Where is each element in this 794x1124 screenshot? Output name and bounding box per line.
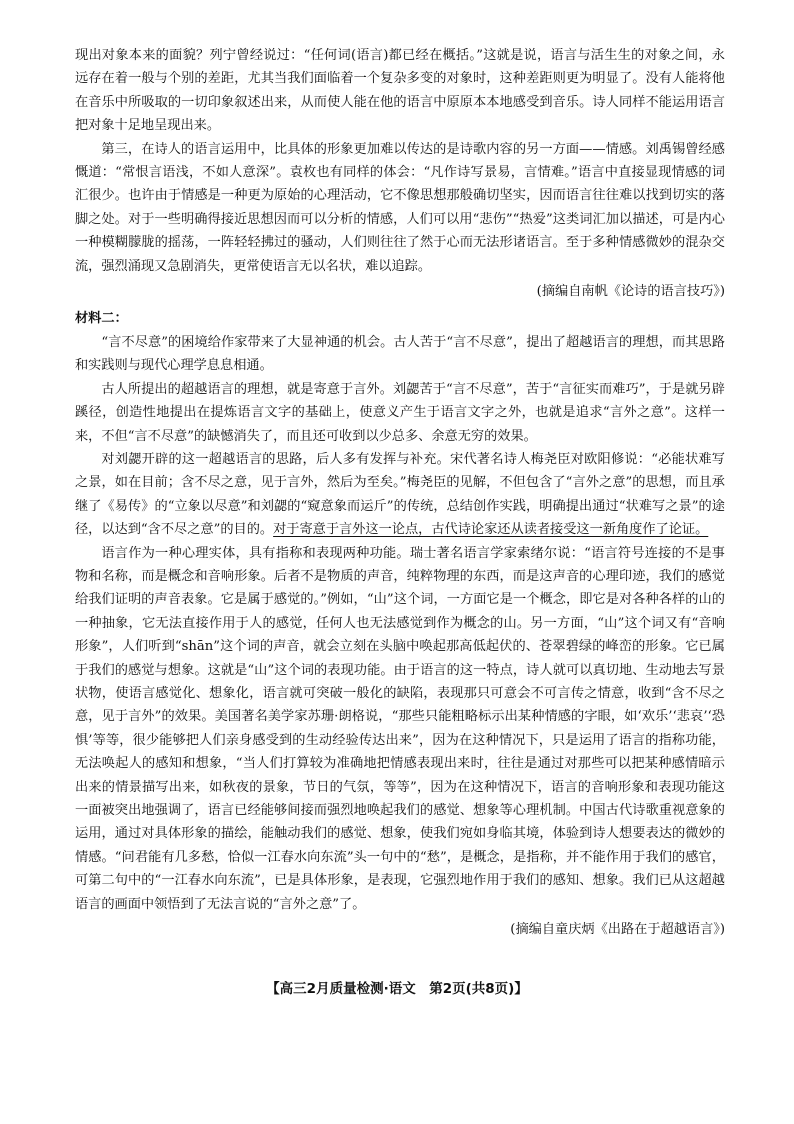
paragraph-mei-yaochen: [75, 448, 725, 542]
paragraph-continuation: 现出对象本来的面貌？列宁曾经说过：“任何词(语言)都已经在概括。”这就是说，语言与活生生的对象之间，永远存在着一般与个别的差距，尤其当我们面临着一个复杂多变的对象时，这种差距则更为明显了。没有人能将他在音乐中所吸取的一切印象叙述出来，从而使人能在他的语言中原原本本地感受到音乐。诗人同样不能运用语言把对象十足地呈现出来。: [75, 48, 725, 134]
underlined-sentence: 对于寄意于言外这一论点，古代诗论家还从读者接受这一新角度作了论证。: [273, 522, 709, 538]
paragraph-liu-xie: 古人所提出的超越语言的理想，就是寄意于言外。刘勰苦于“言不尽意”，苦于“言征实而难巧”，于是就另辟蹊径，创造性地提出在提炼语言文字的基础上，使意义产生于语言文字之外，也就是追求“言外之意”。这样一来，不但“言不尽意”的缺憾消失了，而且还可收到以少总多、余意无穷的效果。: [75, 381, 725, 444]
page-footer: 【高三2月质量检测·语文 第2页(共8页)】: [266, 981, 528, 997]
source-citation-material-two: (摘编自童庆炳《出路在于超越语言》): [510, 922, 725, 938]
paragraph-mei-yaochen-text: 对刘勰开辟的这一超越语言的思路，后人多有发挥与补充。宋代著名诗人梅尧臣对欧阳修说：“必能状难写之景，如在目前；含不尽之意，见于言外，然后为至矣。”梅尧臣的见解，不但包含了“言外之意”的思想，而且承继了《易传》的“立象以尽意”和刘勰的“窥意象而运斤”的传统，总结创作实践，明确提出通过“状难写之景”的途径，以达到“含不尽之意”的目的。: [75, 451, 725, 538]
source-citation-material-one: (摘编自南帆《论诗的语言技巧》): [536, 284, 725, 300]
paragraph-language-functions: 语言作为一种心理实体，具有指称和表现两种功能。瑞士著名语言学家索绪尔说：“语言符号连接的不是事物和名称，而是概念和音响形象。后者不是物质的声音，纯粹物理的东西，而是这声音的心理印迹，我们的感觉给我们证明的声音表象。它是属于感觉的。”例如，“山”这个词，一方面它是一个概念，即它是对各种各样的山的一种抽象，它无法直接作用于人的感觉，任何人也无法感觉到作为概念的山。另一方面，“山”这个词又有“音响形象”，人们听到“shān”这个词的声音，就会立刻在头脑中唤起那高低起伏的、苍翠碧绿的峰峦的形象。它已属于我们的感觉与想象。这就是“山”这个词的表现功能。由于语言的这一特点，诗人就可以真切地、生动地去写景状物，使语言感觉化、想象化，语言就可突破一般化的缺陷，表现那只可意会不可言传之情意，收到“含不尽之意，见于言外”的效果。美国著名美学家苏珊·朗格说，“那些只能粗略标示出某种情感的字眼，如‘欢乐’‘悲哀’‘恐惧’等等，很少能够把人们亲身感受到的生动经验传达出来”，因为在这种情况下，只是运用了语言的指称功能，无法唤起人的感知和想象，“当人们打算较为准确地把情感表现出来时，往往是通过对那些可以把某种感情暗示出来的情景描写出来，如秋夜的景象，节日的气氛，等等”，因为在这种情况下，语言的音响形象和表现功能这一面被突出地强调了，语言已经能够间接而强烈地唤起我们的感觉、想象等心理机制。中国古代诗歌重视意象的运用，通过对具体形象的描绘，能触动我们的感觉、想象，使我们宛如身临其境，体验到诗人想要表达的微妙的情感。“问君能有几多愁，恰似一江春水向东流”头一句中的“愁”，是概念，是指称，并不能作用于我们的感官，可第二句中的“一江春水向东流”，已是具体形象，是表现，它强烈地作用于我们的感知、想象。我们已从这超越语言的画面中领悟到了无法言说的“言外之意”了。: [75, 545, 725, 912]
material-two-heading: 材料二：: [75, 311, 128, 327]
paragraph-beyond-language-intro: “言不尽意”的困境给作家带来了大显神通的机会。古人苦于“言不尽意”，提出了超越语言的理想，而其思路和实践则与现代心理学息息相通。: [75, 334, 725, 374]
document-body: [75, 44, 725, 945]
paragraph-third-point-emotion: 第三，在诗人的语言运用中，比具体的形象更加难以传达的是诗歌内容的另一方面——情感。刘禹锡曾经感慨道：“常恨言语浅，不如人意深”。袁枚也有同样的体会：“凡作诗写景易，言情难。”语言中直接显现情感的词汇很少。也许由于情感是一种更为原始的心理活动，它不像思想那般确切坚实，因而语言往往难以找到切实的落脚之处。对于一些明确得接近思想因而可以分析的情感，人们可以用“悲伤”“热爱”这类词汇加以描述，可是内心一种模糊朦胧的摇荡，一阵轻轻拂过的骚动，人们则往往了然于心而无法形诸语言。至于多种情感微妙的混杂交流，强烈涌现又急剧消失，更常使语言无以名状，难以追踪。: [75, 141, 725, 274]
